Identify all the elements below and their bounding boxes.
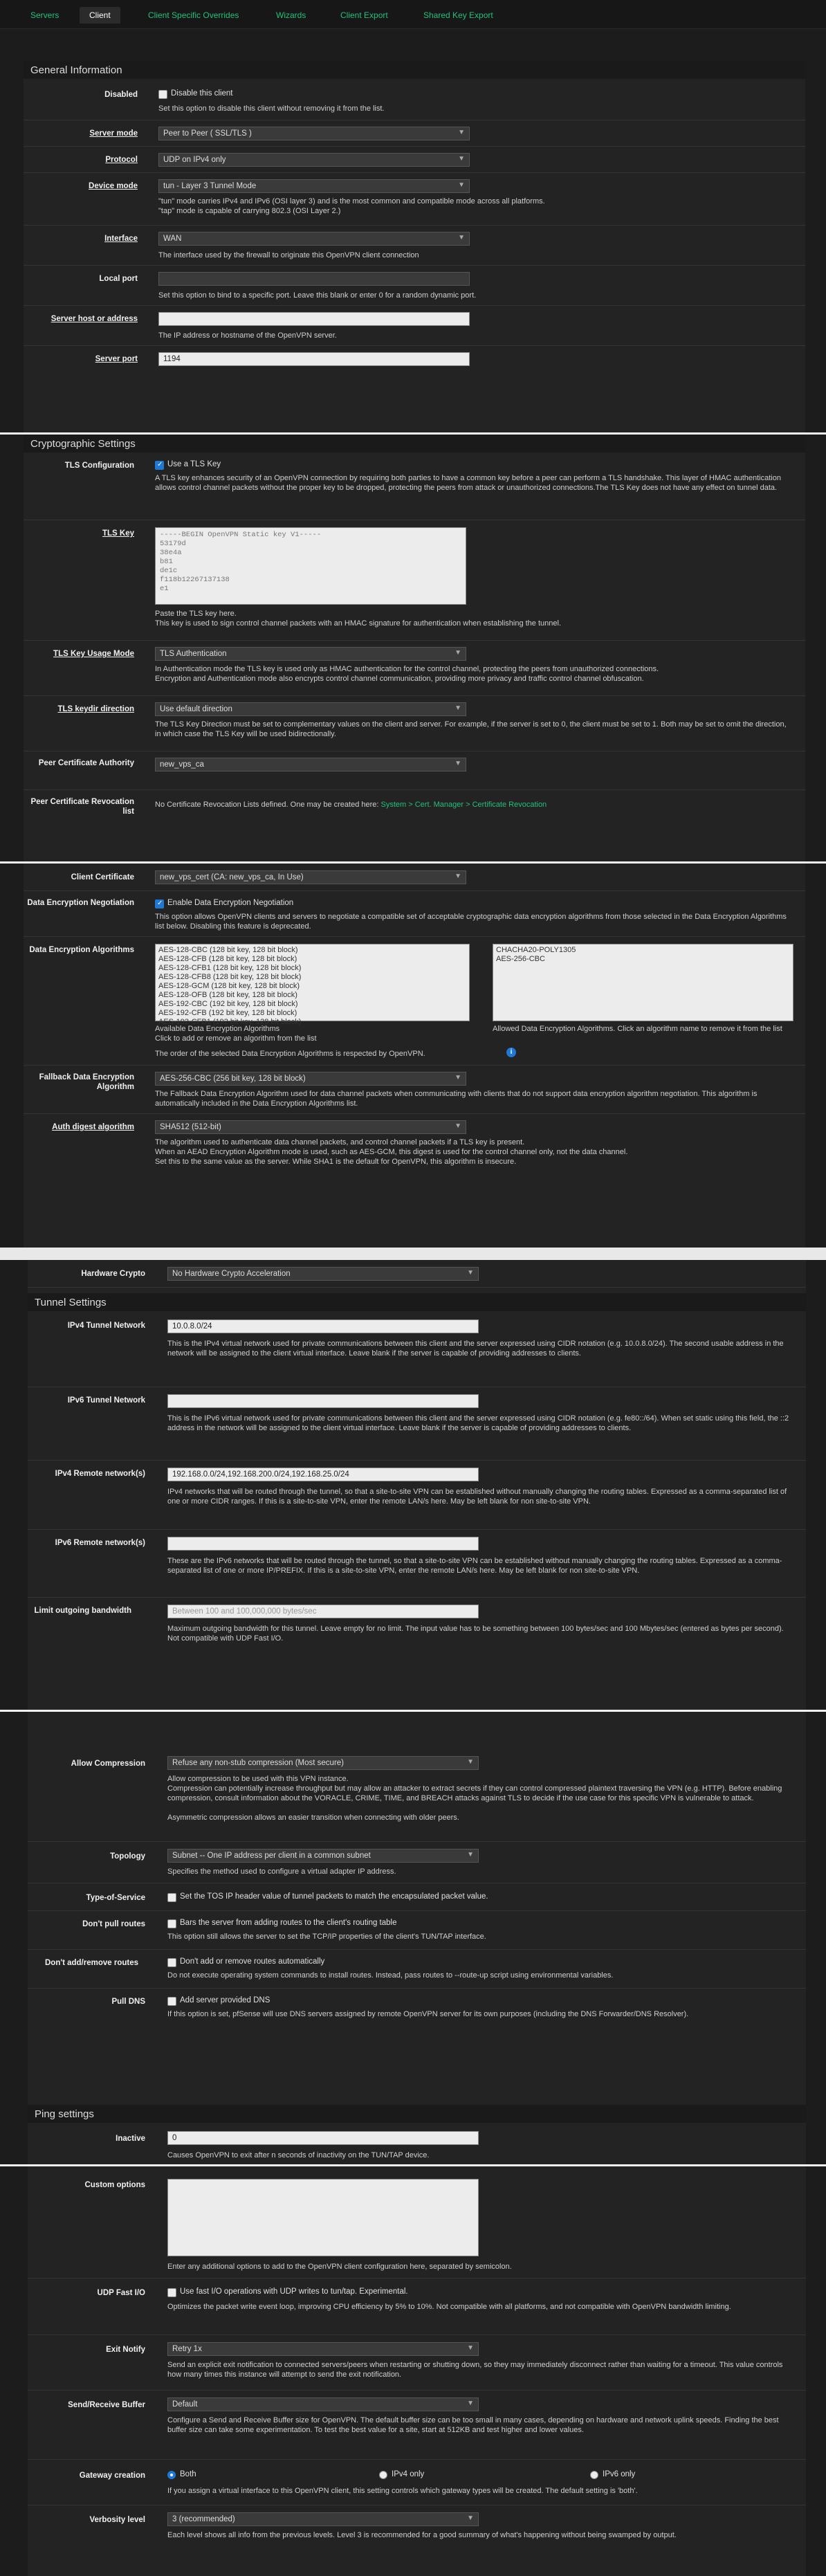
topology-select[interactable]	[167, 1849, 479, 1863]
ipv6-tunnel-help: This is the IPv6 virtual network used for private communications between this client and the server expressed using CIDR notation (e.g. fe80::/64). When set static using this field, the ::2 address in the network will be assigned to the client virtual interface. Leave blank if the server is capable of providing addresses to clients.	[167, 1414, 789, 1432]
chevron-down-icon: ▼	[455, 1122, 461, 1130]
protocol-select[interactable]	[158, 153, 470, 167]
algo-option[interactable]: AES-128-CFB8 (128 bit key, 128 bit block)	[158, 973, 302, 981]
ipv4-tunnel-label: IPv4 Tunnel Network	[67, 1322, 145, 1330]
tls-key-line: f118b12267137138	[160, 576, 230, 584]
chevron-down-icon: ▼	[458, 181, 465, 189]
row-server-mode	[24, 120, 805, 147]
tls-key-line: 53179d	[160, 540, 186, 548]
fallback-select[interactable]	[155, 1072, 466, 1086]
tab-client[interactable]: Client	[80, 7, 120, 24]
compression-select[interactable]	[167, 1756, 479, 1770]
limit-bandwidth-help: Maximum outgoing bandwidth for this tunnel. Leave empty for no limit. The input value has to be something between 100 bytes/sec and 100 Mbytes/sec (entered as bytes per second). Not compatible with UDP Fast I/O.	[167, 1625, 784, 1643]
algo-option[interactable]: AES-192-CFB1 (192 bit key, 128 bit block)	[158, 1018, 302, 1026]
peer-crl-help	[155, 800, 791, 810]
hw-crypto-select[interactable]	[167, 1267, 479, 1281]
disabled-check-label: Disable this client	[171, 89, 233, 98]
inactive-help: Causes OpenVPN to exit after n seconds of inactivity on the TUN/TAP device.	[167, 2151, 430, 2159]
section-advanced	[0, 2166, 826, 2576]
tls-key-usage-label: TLS Key Usage Mode	[53, 650, 134, 658]
protocol-label: Protocol	[105, 156, 138, 164]
chevron-down-icon: ▼	[455, 1074, 461, 1081]
server-port-input[interactable]: 1194	[158, 352, 470, 366]
exit-notify-select[interactable]	[167, 2342, 479, 2356]
dont-add-remove-check-label: Don't add or remove routes automatically	[180, 1957, 325, 1966]
general-title: General Information	[24, 61, 805, 79]
pull-dns-checkbox[interactable]	[167, 1997, 176, 2006]
chevron-down-icon: ▼	[455, 760, 461, 767]
section-crypto-2	[0, 864, 826, 1248]
row-topology	[28, 1842, 806, 1883]
server-host-label: Server host or address	[51, 315, 138, 323]
row-verbosity	[28, 2505, 806, 2547]
chevron-down-icon: ▼	[458, 234, 465, 241]
row-peer-ca	[24, 751, 805, 790]
tls-config-help: A TLS key enhances security of an OpenVPN connection by requiring both parties to have a common key before a peer can perform a TLS handshake. This layer of HMAC authentication allows control channel packets without the proper key to be dropped, protecting the peers from attack or unauthorized connections.The TLS Key does not have any effect on tunnel data.	[155, 474, 781, 492]
peer-crl-label: Peer Certificate Revocation list	[30, 798, 134, 816]
tls-key-line: e1	[160, 585, 169, 593]
fallback-label: Fallback Data Encryption Algorithm	[39, 1073, 134, 1091]
dont-pull-checkbox[interactable]	[167, 1919, 176, 1928]
allowed-algos-list[interactable]	[493, 944, 793, 1021]
gw-both-label: Both	[180, 2470, 196, 2478]
row-interface	[24, 226, 805, 266]
client-cert-value: new_vps_cert (CA: new_vps_ca, In Use)	[160, 873, 304, 881]
dont-pull-label: Don't pull routes	[82, 1920, 145, 1928]
compression-help: Allow compression to be used with this VPN instance. Compression can potentially increase throughput but may allow an attacker to extract secrets if they can control compressed plaintext traversing the VPN (e.g. HTTP). Before enabling compression, consult information about the VORACLE, CRIME, TIME, and BREACH attacks against TLS to decide if the use case for this specific VPN is vulnerable to attack. Asymmetric compression allows an easier transition when connecting with older peers.	[167, 1775, 782, 1822]
limit-bandwidth-label: Limit outgoing bandwidth	[34, 1607, 131, 1615]
row-ipv4-remote	[28, 1461, 806, 1530]
custom-options-textarea[interactable]	[167, 2179, 479, 2256]
interface-help: The interface used by the firewall to originate this OpenVPN client connection	[158, 251, 419, 259]
row-server-port	[24, 346, 805, 374]
row-ipv6-tunnel	[28, 1387, 806, 1461]
available-help-2: Click to add or remove an algorithm from the list	[155, 1034, 317, 1043]
cert-manager-link[interactable]: System > Cert. Manager > Certificate Revocation	[380, 801, 547, 809]
tab-shared-key-export[interactable]: Shared Key Export	[423, 10, 493, 20]
row-hw-crypto	[28, 1260, 806, 1288]
row-tos	[28, 1883, 806, 1911]
row-pull-dns	[28, 1989, 806, 2041]
topology-label: Topology	[110, 1852, 145, 1861]
inactive-label: Inactive	[116, 2135, 145, 2143]
limit-bandwidth-input[interactable]: Between 100 and 100,000,000 bytes/sec	[167, 1605, 479, 1618]
row-exit-notify	[28, 2335, 806, 2391]
chevron-down-icon: ▼	[467, 1758, 474, 1766]
verbosity-value: 3 (recommended)	[172, 2515, 235, 2523]
row-custom-options	[28, 2166, 806, 2278]
device-mode-label: Device mode	[89, 182, 138, 190]
tab-client-export[interactable]: Client Export	[340, 10, 388, 20]
local-port-help: Set this option to bind to a specific port. Leave this blank or enter 0 for a random dynamic port.	[158, 291, 477, 300]
gw-ipv4-radio[interactable]	[379, 2471, 387, 2479]
section-tunnel	[0, 1260, 826, 1710]
tls-config-check-label: Use a TLS Key	[167, 460, 221, 468]
buffer-help: Configure a Send and Receive Buffer size for OpenVPN. The default buffer size can be too small in many cases, depending on hardware and network uplink speeds. Finding the best buffer size can take some experimentation. To test the best value for a site, start at 512KB and test higher and lower values.	[167, 2416, 779, 2434]
ipv4-remote-label: IPv4 Remote network(s)	[55, 1470, 145, 1478]
pull-dns-label: Pull DNS	[111, 1998, 145, 2006]
dont-pull-check-label: Bars the server from adding routes to the client's routing table	[180, 1919, 397, 1927]
tos-checkbox[interactable]	[167, 1893, 176, 1902]
compression-panel	[28, 1712, 806, 2164]
algo-option[interactable]: AES-128-CBC (128 bit key, 128 bit block)	[158, 946, 298, 954]
udp-fast-io-checkbox[interactable]	[167, 2288, 176, 2297]
algo-option[interactable]: AES-128-CFB (128 bit key, 128 bit block)	[158, 955, 297, 963]
data-neg-check-label: Enable Data Encryption Negotiation	[167, 899, 294, 907]
crypto-panel-1	[24, 453, 805, 861]
row-client-cert	[24, 864, 805, 891]
crypto-panel-2	[24, 864, 805, 1248]
ipv4-tunnel-input[interactable]: 10.0.8.0/24	[167, 1319, 479, 1333]
dont-add-remove-label: Don't add/remove routes	[44, 1959, 138, 1967]
local-port-input[interactable]	[158, 272, 470, 286]
client-cert-label: Client Certificate	[71, 873, 134, 881]
tls-keydir-label: TLS keydir direction	[57, 705, 134, 713]
pull-dns-check-label: Add server provided DNS	[180, 1996, 270, 2004]
algo-option[interactable]: AES-192-CBC (192 bit key, 128 bit block)	[158, 1000, 298, 1008]
row-tls-key-usage	[24, 641, 805, 696]
chevron-down-icon: ▼	[458, 155, 465, 163]
tls-key-usage-help: In Authentication mode the TLS key is used only as HMAC authentication for the control channel, protecting the peers from unauthorized connections. Encryption and Authentication mode also encrypts control channel communication, providing more privacy and traffic control channel obfuscation.	[155, 665, 659, 683]
peer-ca-select[interactable]	[155, 758, 466, 771]
allowed-algo-option[interactable]: AES-256-CBC	[496, 955, 545, 963]
info-icon[interactable]: i	[506, 1048, 516, 1057]
section-crypto-1	[0, 435, 826, 861]
server-host-help: The IP address or hostname of the OpenVPN server.	[158, 331, 337, 340]
tab-wizards[interactable]: Wizards	[276, 10, 306, 20]
row-buffer	[28, 2391, 806, 2460]
disabled-help: Set this option to disable this client without removing it from the list.	[158, 104, 385, 113]
buffer-value: Default	[172, 2400, 198, 2409]
row-dont-pull	[28, 1911, 806, 1950]
client-cert-select[interactable]	[155, 870, 466, 884]
algo-option[interactable]: AES-128-GCM (128 bit key, 128 bit block)	[158, 982, 300, 990]
ipv6-remote-input[interactable]	[167, 1537, 479, 1551]
row-data-neg	[24, 891, 805, 937]
tls-key-help-2: This key is used to sign control channel packets with an HMAC signature for authentication when establishing the tunnel.	[155, 619, 561, 628]
data-neg-label: Data Encryption Negotiation	[27, 899, 134, 907]
dont-add-remove-help: Do not execute operating system commands to install routes. Instead, pass routes to --route-up script using environmental variables.	[167, 1971, 614, 1980]
custom-options-label: Custom options	[84, 2181, 145, 2189]
row-udp-fast-io	[28, 2278, 806, 2335]
local-port-label: Local port	[99, 275, 138, 283]
exit-notify-value: Retry 1x	[172, 2345, 202, 2353]
ipv4-tunnel-help: This is the IPv4 virtual network used for private communications between this client and the server expressed using CIDR notation (e.g. 10.0.8.0/24). The second usable address in the network will be assigned to the client virtual interface. Leave blank if the server is capable of providing addresses to clients.	[167, 1340, 784, 1358]
custom-options-help: Enter any additional options to add to the OpenVPN client configuration here, separated by semicolon.	[167, 2263, 512, 2271]
tls-config-label: TLS Configuration	[64, 462, 134, 470]
ping-title: Ping settings	[28, 2105, 806, 2123]
tunnel-title: Tunnel Settings	[28, 1293, 806, 1311]
tls-key-textarea[interactable]	[155, 527, 466, 605]
row-ipv4-tunnel	[28, 1313, 806, 1387]
order-help: The order of the selected Data Encryption Algorithms is respected by OpenVPN.	[155, 1050, 425, 1058]
row-data-algos	[24, 937, 805, 1066]
exit-notify-label: Exit Notify	[106, 2346, 145, 2354]
dont-pull-help: This option still allows the server to set the TCP/IP properties of the client's TUN/TAP interface.	[167, 1933, 486, 1941]
browser-bookmarks-bar	[0, 1248, 826, 1260]
verbosity-label: Verbosity level	[89, 2516, 145, 2524]
hw-crypto-label: Hardware Crypto	[81, 1270, 145, 1278]
tls-keydir-select[interactable]	[155, 702, 466, 716]
tunnel-panel	[28, 1260, 806, 1710]
server-host-input[interactable]	[158, 312, 470, 326]
device-mode-select[interactable]	[158, 179, 470, 193]
ipv4-remote-input[interactable]: 192.168.0.0/24,192.168.200.0/24,192.168.25.0/24	[167, 1468, 479, 1481]
row-tls-key	[24, 520, 805, 641]
ipv6-tunnel-input[interactable]	[167, 1394, 479, 1408]
crypto-title: Cryptographic Settings	[24, 435, 805, 453]
available-algos-list[interactable]	[155, 944, 470, 1026]
tos-check-label: Set the TOS IP header value of tunnel packets to match the encapsulated packet value.	[180, 1892, 488, 1901]
pull-dns-help: If this option is set, pfSense will use DNS servers assigned by remote OpenVPN server for its own purposes (including the DNS Forwarder/DNS Resolver).	[167, 2010, 689, 2018]
ipv6-remote-label: IPv6 Remote network(s)	[55, 1539, 145, 1547]
data-algos-label: Data Encryption Algorithms	[29, 946, 134, 954]
row-limit-bandwidth	[28, 1598, 806, 1653]
tab-bar	[0, 0, 826, 29]
chevron-down-icon: ▼	[467, 1851, 474, 1858]
allowed-help: Allowed Data Encryption Algorithms. Click an algorithm name to remove it from the list	[493, 1025, 782, 1033]
data-neg-checkbox[interactable]	[155, 899, 164, 908]
gw-ipv6-radio[interactable]	[590, 2471, 598, 2479]
gw-ipv4-label: IPv4 only	[392, 2470, 425, 2478]
server-mode-value: Peer to Peer ( SSL/TLS )	[163, 129, 252, 138]
dont-add-remove-checkbox[interactable]	[167, 1958, 176, 1967]
tls-key-line: -----BEGIN OpenVPN Static key V1-----	[160, 531, 322, 539]
algo-option[interactable]: AES-192-CFB (192 bit key, 128 bit block)	[158, 1009, 297, 1017]
ipv6-remote-help: These are the IPv6 networks that will be routed through the tunnel, so that a site-to-site VPN can be established without manually changing the routing tables. Expressed as a comma-separated list of one or more IP/PREFIX. If this is a site-to-site VPN, enter the remote LAN/s here. May be left blank for non site-to-site VPN.	[167, 1557, 782, 1575]
tls-key-line: de1c	[160, 567, 178, 575]
server-mode-label: Server mode	[89, 129, 138, 138]
chevron-down-icon: ▼	[467, 2514, 474, 2522]
buffer-label: Send/Receive Buffer	[68, 2401, 145, 2409]
tls-config-checkbox[interactable]	[155, 461, 164, 470]
row-device-mode	[24, 173, 805, 226]
tls-key-line: 38e4a	[160, 549, 182, 557]
chevron-down-icon: ▼	[467, 2344, 474, 2352]
section-general	[0, 0, 826, 432]
tls-key-line: b81	[160, 558, 173, 566]
row-protocol	[24, 147, 805, 173]
gw-both-radio[interactable]	[167, 2471, 176, 2479]
ipv4-remote-help: IPv4 networks that will be routed through the tunnel, so that a site-to-site VPN can be established without manually changing the routing tables. Expressed as a comma-separated list of one or more CIDR ranges. If this is a site-to-site VPN, enter the remote LAN/s here. May be left blank for non site-to-site VPN.	[167, 1488, 787, 1506]
row-local-port	[24, 266, 805, 306]
ipv6-tunnel-label: IPv6 Tunnel Network	[67, 1396, 145, 1405]
compression-label: Allow Compression	[71, 1760, 145, 1768]
udp-fast-io-check-label: Use fast I/O operations with UDP writes to tun/tap. Experimental.	[180, 2287, 408, 2296]
tos-label: Type-of-Service	[86, 1894, 145, 1902]
tls-keydir-value: Use default direction	[160, 705, 232, 713]
row-gateway-creation	[28, 2460, 806, 2505]
tls-keydir-help: The TLS Key Direction must be set to complementary values on the client and server. For example, if the server is set to 0, the client must be set to 1. Both may be set to omit the direction, in which case the TLS Key will be used bidirectionally.	[155, 720, 787, 738]
chevron-down-icon: ▼	[455, 704, 461, 712]
row-compression	[28, 1712, 806, 1842]
device-mode-help: "tun" mode carries IPv4 and IPv6 (OSI layer 3) and is the most common and compatible mode across all platforms. "tap" mode is capable of carrying 802.3 (OSI Layer 2.)	[158, 197, 545, 215]
interface-select[interactable]	[158, 232, 470, 246]
exit-notify-help: Send an explicit exit notification to connected servers/peers when restarting or shutting down, so they may immediately disconnect rather than waiting for a timeout. This value controls how many times this instance will attempt to send the exit notification.	[167, 2361, 783, 2379]
chevron-down-icon: ▼	[455, 873, 461, 880]
interface-label: Interface	[104, 235, 138, 243]
fallback-value: AES-256-CBC (256 bit key, 128 bit block)	[160, 1075, 306, 1083]
verbosity-help: Each level shows all info from the previous levels. Level 3 is recommended for a good summary of what's happening without being swamped by output.	[167, 2531, 677, 2539]
tls-key-help-1: Paste the TLS key here.	[155, 610, 237, 618]
tab-client-specific-overrides[interactable]: Client Specific Overrides	[148, 10, 239, 20]
server-port-label: Server port	[95, 355, 138, 363]
peer-ca-label: Peer Certificate Authority	[38, 759, 134, 767]
auth-digest-label: Auth digest algorithm	[52, 1123, 134, 1131]
tab-servers[interactable]: Servers	[30, 10, 59, 20]
algo-option[interactable]: AES-128-OFB (128 bit key, 128 bit block)	[158, 991, 297, 999]
algo-option[interactable]: AES-128-CFB1 (128 bit key, 128 bit block)	[158, 964, 302, 972]
fallback-help: The Fallback Data Encryption Algorithm used for data channel packets when communicating with clients that do not support data encryption algorithm negotiation. This algorithm is automatically included in the Data Encryption Algorithms list.	[155, 1090, 758, 1108]
disabled-label: Disabled	[104, 91, 138, 99]
gateway-creation-help: If you assign a virtual interface to this OpenVPN client, this setting controls which gateway types will be created. The default setting is 'both'.	[167, 2487, 638, 2495]
server-mode-select[interactable]	[158, 127, 470, 140]
auth-digest-value: SHA512 (512-bit)	[160, 1123, 221, 1131]
tls-key-label: TLS Key	[102, 529, 134, 538]
available-help-1: Available Data Encryption Algorithms	[155, 1025, 280, 1033]
row-inactive	[28, 2124, 806, 2164]
protocol-value: UDP on IPv4 only	[163, 156, 226, 164]
interface-value: WAN	[163, 235, 182, 243]
auth-digest-help: The algorithm used to authenticate data channel packets, and control channel packets if a TLS key is present. When an AEAD Encryption Algorithm mode is used, such as AES-GCM, this digest is used for the control channel only, not the data channel. Set this to the same value as the server. While SHA1 is the default for OpenVPN, this algorithm is insecure.	[155, 1138, 628, 1166]
row-disabled	[24, 82, 805, 120]
compression-value: Refuse any non-stub compression (Most secure)	[172, 1759, 344, 1767]
row-tls-keydir	[24, 696, 805, 751]
row-tls-config	[24, 453, 805, 520]
peer-ca-value: new_vps_ca	[160, 760, 204, 769]
inactive-input[interactable]: 0	[167, 2131, 479, 2145]
hw-crypto-value: No Hardware Crypto Acceleration	[172, 1270, 291, 1278]
row-fallback	[24, 1066, 805, 1114]
udp-fast-io-help: Optimizes the packet write event loop, improving CPU efficiency by 5% to 10%. Not compatible with all platforms, and not compatible with OpenVPN bandwidth limiting.	[167, 2303, 731, 2311]
general-panel	[24, 61, 805, 435]
topology-value: Subnet -- One IP address per client in a common subnet	[172, 1852, 371, 1860]
row-dont-add-remove	[28, 1950, 806, 1989]
row-ipv6-remote	[28, 1530, 806, 1598]
tls-key-usage-value: TLS Authentication	[160, 650, 227, 658]
allowed-algo-option[interactable]: CHACHA20-POLY1305	[496, 946, 576, 954]
device-mode-value: tun - Layer 3 Tunnel Mode	[163, 182, 257, 190]
section-compression	[0, 1712, 826, 2164]
auth-digest-select[interactable]	[155, 1120, 466, 1134]
row-server-host	[24, 306, 805, 346]
chevron-down-icon: ▼	[455, 649, 461, 657]
row-auth-digest	[24, 1114, 805, 1173]
peer-crl-help-text: No Certificate Revocation Lists defined. One may be created here:	[155, 801, 381, 809]
gw-ipv6-label: IPv6 only	[603, 2470, 636, 2478]
verbosity-select[interactable]	[167, 2512, 479, 2526]
row-peer-crl	[24, 790, 805, 832]
disabled-checkbox[interactable]	[158, 90, 167, 99]
data-neg-help: This option allows OpenVPN clients and servers to negotiate a compatible set of acceptable cryptographic data encryption algorithms from those selected in the Data Encryption Algorithms list below. Disabling this feature is deprecated.	[155, 913, 787, 931]
topology-help: Specifies the method used to configure a virtual adapter IP address.	[167, 1867, 396, 1876]
udp-fast-io-label: UDP Fast I/O	[97, 2289, 145, 2297]
chevron-down-icon: ▼	[467, 2400, 474, 2407]
tls-key-usage-select[interactable]	[155, 647, 466, 661]
advanced-panel	[28, 2166, 806, 2576]
buffer-select[interactable]	[167, 2397, 479, 2411]
chevron-down-icon: ▼	[467, 1269, 474, 1277]
chevron-down-icon: ▼	[458, 129, 465, 136]
gateway-creation-label: Gateway creation	[79, 2472, 145, 2480]
